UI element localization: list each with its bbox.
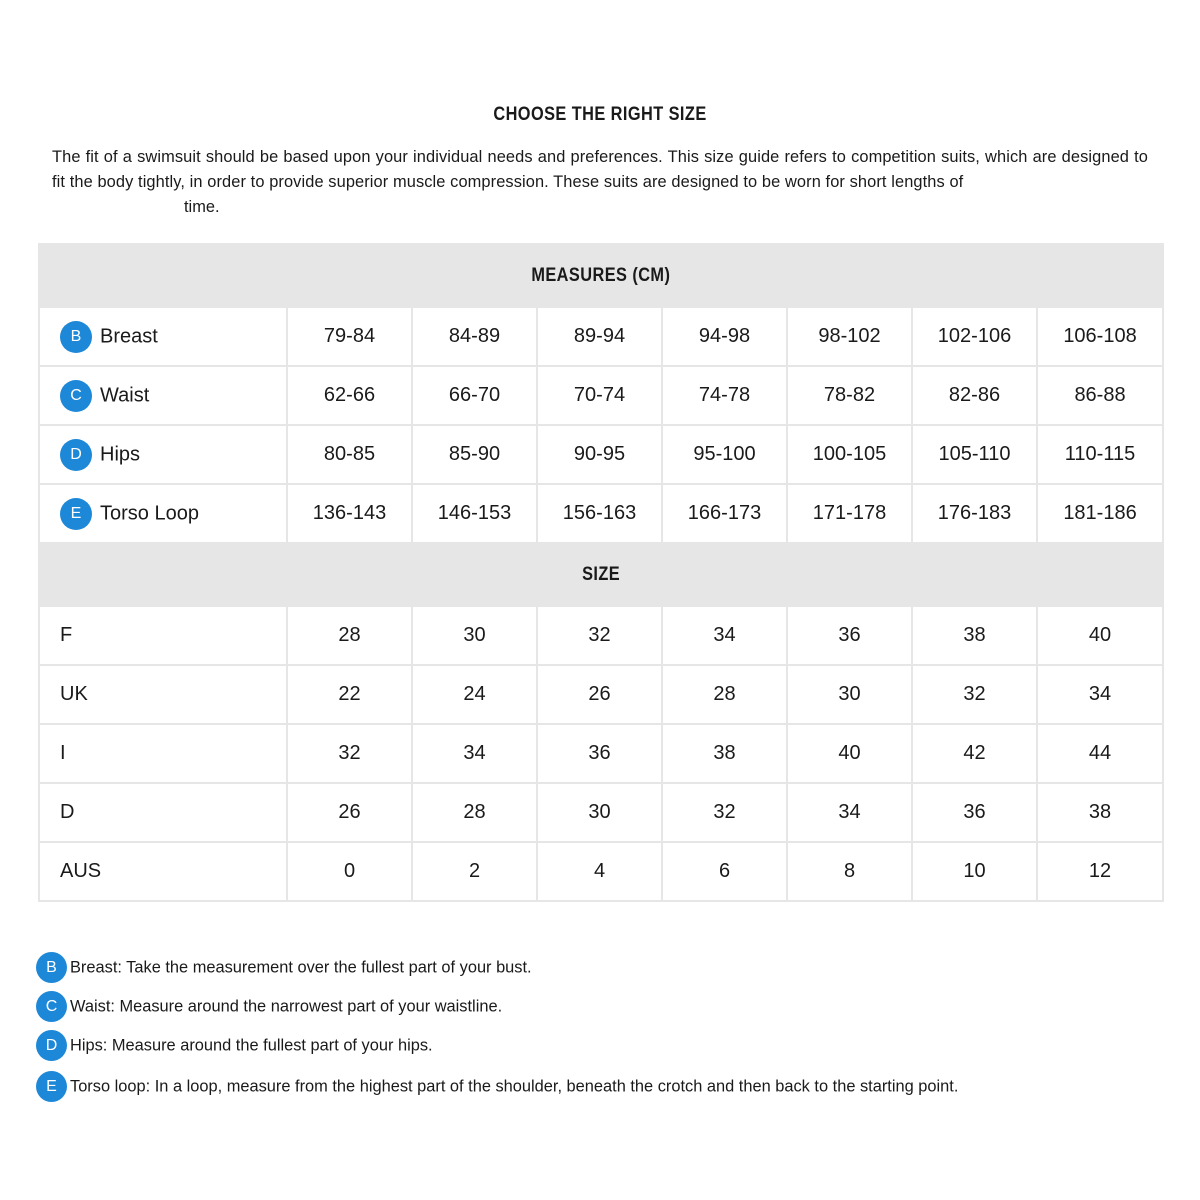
table-cell: 78-82: [787, 366, 912, 425]
table-cell: 100-105: [787, 425, 912, 484]
table-cell: 30: [412, 606, 537, 665]
table-cell: 89-94: [537, 307, 662, 366]
size-table: [38, 243, 1164, 902]
table-cell: 4: [537, 842, 662, 901]
row-label-uk: UK: [39, 665, 287, 724]
legend-torso-loop: E Torso loop: In a loop, measure from the highest part of the shoulder, beneath the crotch and then back to the starting point.: [36, 1070, 958, 1103]
measures-heading: MEASURES (CM): [39, 244, 1163, 307]
table-cell: 26: [537, 665, 662, 724]
torso-loop-badge-icon: E: [36, 1071, 67, 1102]
table-cell: 30: [537, 783, 662, 842]
table-cell: 156-163: [537, 484, 662, 543]
row-label-d: D: [39, 783, 287, 842]
row-label-hips: D Hips: [39, 425, 287, 484]
table-cell: 34: [662, 606, 787, 665]
table-cell: 0: [287, 842, 412, 901]
row-label-torso-loop: E Torso Loop: [39, 484, 287, 543]
table-cell: 10: [912, 842, 1037, 901]
measures-header-row: [39, 244, 1163, 307]
legend-waist: C Waist: Measure around the narrowest part of your waistline.: [36, 990, 502, 1023]
table-cell: 171-178: [787, 484, 912, 543]
row-label-aus: AUS: [39, 842, 287, 901]
table-cell: 30: [787, 665, 912, 724]
table-cell: 90-95: [537, 425, 662, 484]
table-cell: 74-78: [662, 366, 787, 425]
table-cell: 26: [287, 783, 412, 842]
table-cell: 40: [1037, 606, 1163, 665]
size-header-row: [39, 543, 1163, 606]
size-heading: SIZE: [39, 543, 1163, 606]
table-cell: 62-66: [287, 366, 412, 425]
table-cell: 34: [412, 724, 537, 783]
table-cell: 28: [412, 783, 537, 842]
table-cell: 98-102: [787, 307, 912, 366]
table-cell: 110-115: [1037, 425, 1163, 484]
torso-loop-badge-icon: E: [60, 498, 92, 530]
hips-badge-icon: D: [36, 1030, 67, 1061]
table-cell: 176-183: [912, 484, 1037, 543]
table-cell: 66-70: [412, 366, 537, 425]
table-cell: 34: [1037, 665, 1163, 724]
row-label-f: F: [39, 606, 287, 665]
table-cell: 95-100: [662, 425, 787, 484]
table-row: [39, 783, 1163, 842]
table-cell: 38: [662, 724, 787, 783]
legend-hips: D Hips: Measure around the fullest part of your hips.: [36, 1029, 433, 1062]
waist-badge-icon: C: [60, 380, 92, 412]
waist-badge-icon: C: [36, 991, 67, 1022]
table-cell: 32: [662, 783, 787, 842]
table-cell: 105-110: [912, 425, 1037, 484]
table-cell: 36: [787, 606, 912, 665]
table-cell: 86-88: [1037, 366, 1163, 425]
table-cell: 32: [287, 724, 412, 783]
table-row: [39, 484, 1163, 543]
table-cell: 36: [912, 783, 1037, 842]
table-cell: 80-85: [287, 425, 412, 484]
intro-text-tail: time.: [184, 198, 220, 216]
page-title: CHOOSE THE RIGHT SIZE: [493, 104, 707, 125]
table-cell: 42: [912, 724, 1037, 783]
table-cell: 94-98: [662, 307, 787, 366]
table-cell: 84-89: [412, 307, 537, 366]
table-cell: 79-84: [287, 307, 412, 366]
table-row: [39, 425, 1163, 484]
table-cell: 102-106: [912, 307, 1037, 366]
table-row: [39, 307, 1163, 366]
row-label-breast: B Breast: [39, 307, 287, 366]
table-cell: 38: [1037, 783, 1163, 842]
table-cell: 28: [662, 665, 787, 724]
intro-text: The fit of a swimsuit should be based upon your individual needs and preferences. This size guide refers to competition suits, which are designed to fit the body tightly, in order to provide superior muscle compression. These suits are designed to be worn for short lengths of: [52, 148, 1148, 191]
table-cell: 12: [1037, 842, 1163, 901]
table-row: [39, 724, 1163, 783]
table-cell: 38: [912, 606, 1037, 665]
table-cell: 40: [787, 724, 912, 783]
table-cell: 22: [287, 665, 412, 724]
table-cell: 24: [412, 665, 537, 724]
table-cell: 181-186: [1037, 484, 1163, 543]
breast-badge-icon: B: [36, 952, 67, 983]
table-cell: 8: [787, 842, 912, 901]
breast-badge-icon: B: [60, 321, 92, 353]
table-row: [39, 665, 1163, 724]
row-label-i: I: [39, 724, 287, 783]
table-cell: 136-143: [287, 484, 412, 543]
table-cell: 36: [537, 724, 662, 783]
table-cell: 106-108: [1037, 307, 1163, 366]
row-label-waist: C Waist: [39, 366, 287, 425]
table-cell: 146-153: [412, 484, 537, 543]
table-cell: 32: [537, 606, 662, 665]
table-cell: 34: [787, 783, 912, 842]
hips-badge-icon: D: [60, 439, 92, 471]
table-row: [39, 606, 1163, 665]
table-row: [39, 842, 1163, 901]
table-cell: 32: [912, 665, 1037, 724]
table-cell: 166-173: [662, 484, 787, 543]
legend-breast: B Breast: Take the measurement over the fullest part of your bust.: [36, 951, 532, 984]
table-cell: 44: [1037, 724, 1163, 783]
table-cell: 6: [662, 842, 787, 901]
table-cell: 85-90: [412, 425, 537, 484]
table-cell: 82-86: [912, 366, 1037, 425]
table-cell: 28: [287, 606, 412, 665]
table-row: [39, 366, 1163, 425]
table-cell: 2: [412, 842, 537, 901]
table-cell: 70-74: [537, 366, 662, 425]
